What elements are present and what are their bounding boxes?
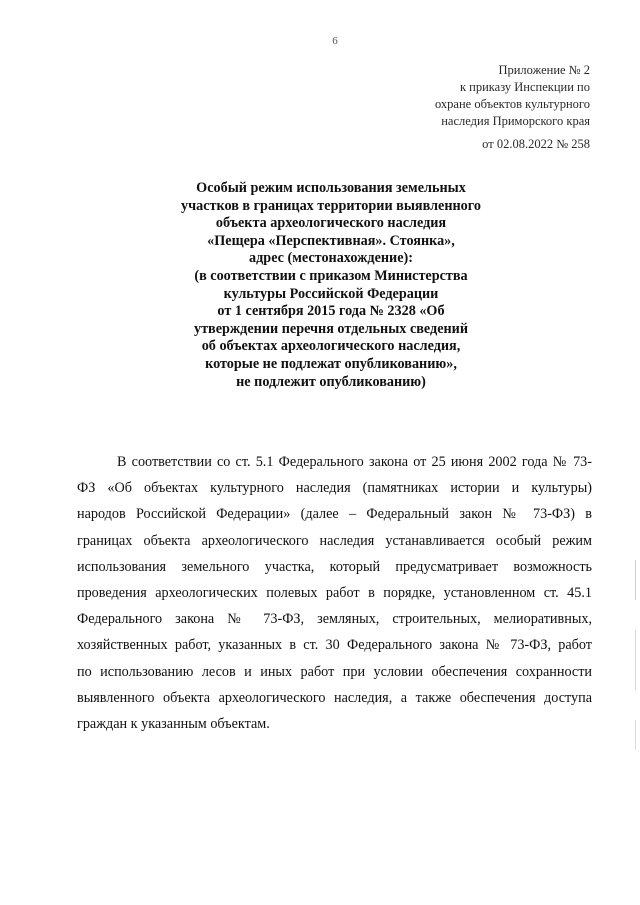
title-line: об объектах археологического наследия,: [201, 338, 461, 355]
body-line: Федерального закона № 73-ФЗ, земляных, строительных, мелиоративных,: [77, 611, 592, 628]
appendix-line: охране объектов культурного: [434, 97, 590, 111]
title-line: Особый режим использования земельных: [196, 180, 466, 196]
title-line: участков в границах территории выявленного: [181, 197, 481, 214]
scan-edge-mark: [635, 560, 636, 600]
body-line: использования земельного участка, который предусматривает возможность: [77, 558, 592, 575]
body-line: народов Российской Федерации» (далее – Федеральный закон № 73-ФЗ) в: [77, 506, 592, 523]
scan-edge-mark: [635, 720, 636, 750]
scan-edge-mark: [635, 630, 636, 690]
appendix-line: Приложение № 2: [498, 63, 590, 77]
document-title: [130, 180, 532, 391]
appendix-header: [435, 62, 590, 130]
body-line: В соответствии со ст. 5.1 Федерального закона от 25 июня 2002 года № 73-: [117, 454, 592, 470]
page-number: 6: [332, 35, 338, 47]
body-line: ФЗ «Об объектах культурного наследия (памятниках истории и культуры): [77, 480, 592, 497]
title-line: адрес (местонахождение):: [249, 250, 413, 267]
title-line: «Пещера «Перспективная». Стоянка»,: [207, 232, 455, 249]
title-line: которые не подлежат опубликованию»,: [205, 355, 457, 372]
title-line: от 1 сентября 2015 года № 2328 «Об: [217, 303, 445, 320]
body-line: проведения археологических полевых работ в порядке, установленном ст. 45.1: [77, 584, 592, 601]
body-line: выявленного объекта археологического наследия, а также обеспечения доступа: [77, 689, 592, 706]
title-line: (в соответствии с приказом Министерства: [194, 267, 468, 284]
appendix-line: наследия Приморского края: [441, 114, 590, 128]
order-date-number: от 02.08.2022 № 258: [482, 137, 590, 151]
body-line: граждан к указанным объектам.: [77, 715, 270, 732]
body-line: границах объекта археологического наследия устанавливается особый режим: [77, 532, 592, 549]
body-line: хозяйственных работ, указанных в ст. 30 Федерального закона № 73-ФЗ, работ: [77, 637, 592, 654]
title-line: объекта археологического наследия: [215, 215, 447, 232]
title-line: утверждении перечня отдельных сведений: [193, 320, 469, 337]
title-line: культуры Российской Федерации: [223, 285, 439, 302]
title-line: не подлежит опубликованию): [236, 373, 426, 390]
body-paragraph: [77, 449, 592, 737]
appendix-line: к приказу Инспекции по: [459, 80, 590, 94]
body-line: по использованию лесов и иных работ при условии обеспечения сохранности: [77, 663, 592, 680]
